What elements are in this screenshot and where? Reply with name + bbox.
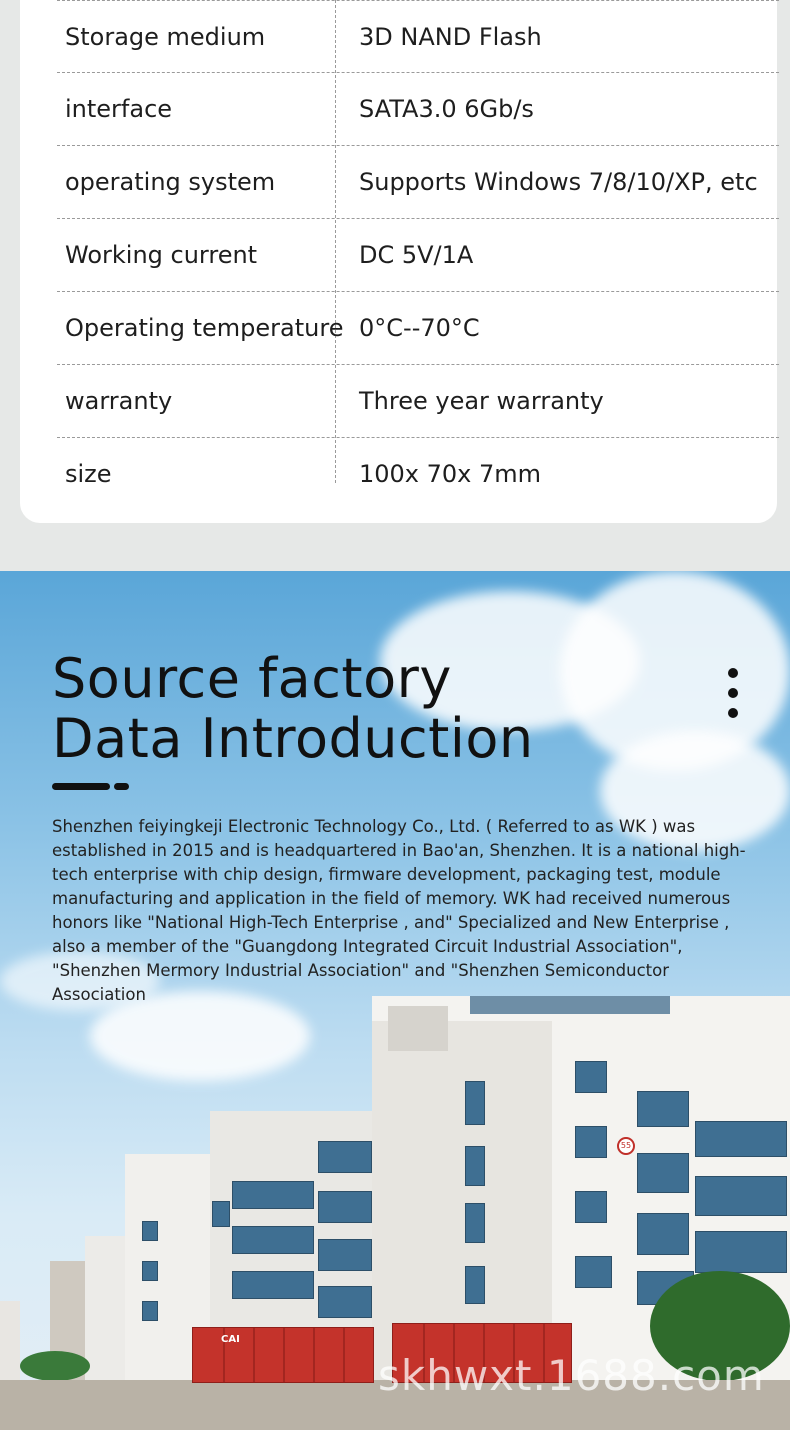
window <box>695 1176 787 1216</box>
window <box>318 1141 372 1173</box>
window <box>465 1081 485 1125</box>
spec-row <box>57 73 779 146</box>
spec-value: Supports Windows 7/8/10/XP, etc <box>359 168 758 196</box>
window <box>318 1286 372 1318</box>
window <box>637 1213 689 1255</box>
spec-value: DC 5V/1A <box>359 241 474 269</box>
spec-label: Working current <box>65 241 258 269</box>
window <box>465 1146 485 1186</box>
spec-label: warranty <box>65 387 173 415</box>
spec-card <box>20 0 777 523</box>
window <box>318 1239 372 1271</box>
title-line-2: Data Introduction <box>52 707 534 770</box>
distant-building <box>85 1236 130 1391</box>
window <box>318 1191 372 1223</box>
window <box>695 1121 787 1157</box>
spec-label: Storage medium <box>65 22 266 51</box>
window <box>637 1091 689 1127</box>
factory-section <box>0 571 790 1430</box>
spec-value: Three year warranty <box>359 387 604 415</box>
spec-row <box>57 219 779 292</box>
spec-row <box>57 292 779 365</box>
spec-label: operating system <box>65 168 276 196</box>
window <box>212 1201 230 1227</box>
section-title <box>52 649 534 769</box>
window <box>232 1181 314 1209</box>
rooftop-glass <box>470 996 670 1014</box>
window <box>575 1256 612 1288</box>
rooftop-structure <box>388 1006 448 1051</box>
watermark: skhwxt.1688.com <box>378 1351 765 1400</box>
window <box>575 1126 607 1158</box>
spec-row <box>57 146 779 219</box>
spec-label: size <box>65 460 112 488</box>
title-line-1: Source factory <box>52 647 452 710</box>
spec-value: 3D NAND Flash <box>359 22 542 51</box>
window <box>637 1153 689 1193</box>
spec-value: 100x 70x 7mm <box>359 460 542 488</box>
window <box>575 1191 607 1223</box>
spec-label: interface <box>65 95 173 123</box>
company-intro: Shenzhen feiyingkeji Electronic Technology Co., Ltd. ( Referred to as WK ) was established in 2015 and is headquartered in Bao'an, Shenzhen. It is a national high-tech enterprise with chip design, firmware development, packaging test, module manufacturing and application in the field of memory. WK had received numerous honors like "National High-Tech Enterprise , and" Specialized and New Enterprise , also a member of the "Guangdong Integrated Circuit Industrial Association", "Shenzhen Mermory Industrial Association" and "Shenzhen Semiconductor Association <box>52 817 746 1004</box>
window <box>575 1061 607 1093</box>
window <box>695 1231 787 1273</box>
window <box>142 1221 158 1241</box>
tree <box>20 1351 90 1381</box>
window <box>232 1271 314 1299</box>
building-number-sign: 55 <box>617 1137 635 1155</box>
container-mark: CAI <box>221 1334 240 1345</box>
window <box>465 1203 485 1243</box>
spec-row <box>57 438 779 510</box>
more-dots-icon <box>726 668 740 724</box>
spec-value: SATA3.0 6Gb/s <box>359 95 534 123</box>
window <box>142 1261 158 1281</box>
distant-building <box>0 1301 20 1391</box>
spec-row <box>57 365 779 438</box>
window <box>232 1226 314 1254</box>
spec-table <box>57 0 779 510</box>
shipping-container <box>192 1327 374 1383</box>
accent-bar-short <box>114 783 129 790</box>
window <box>142 1301 158 1321</box>
spec-value: 0°C--70°C <box>359 314 480 342</box>
window <box>465 1266 485 1304</box>
spec-row <box>57 0 779 73</box>
accent-bar-long <box>52 783 110 790</box>
spec-label: Operating temperature <box>65 314 344 342</box>
